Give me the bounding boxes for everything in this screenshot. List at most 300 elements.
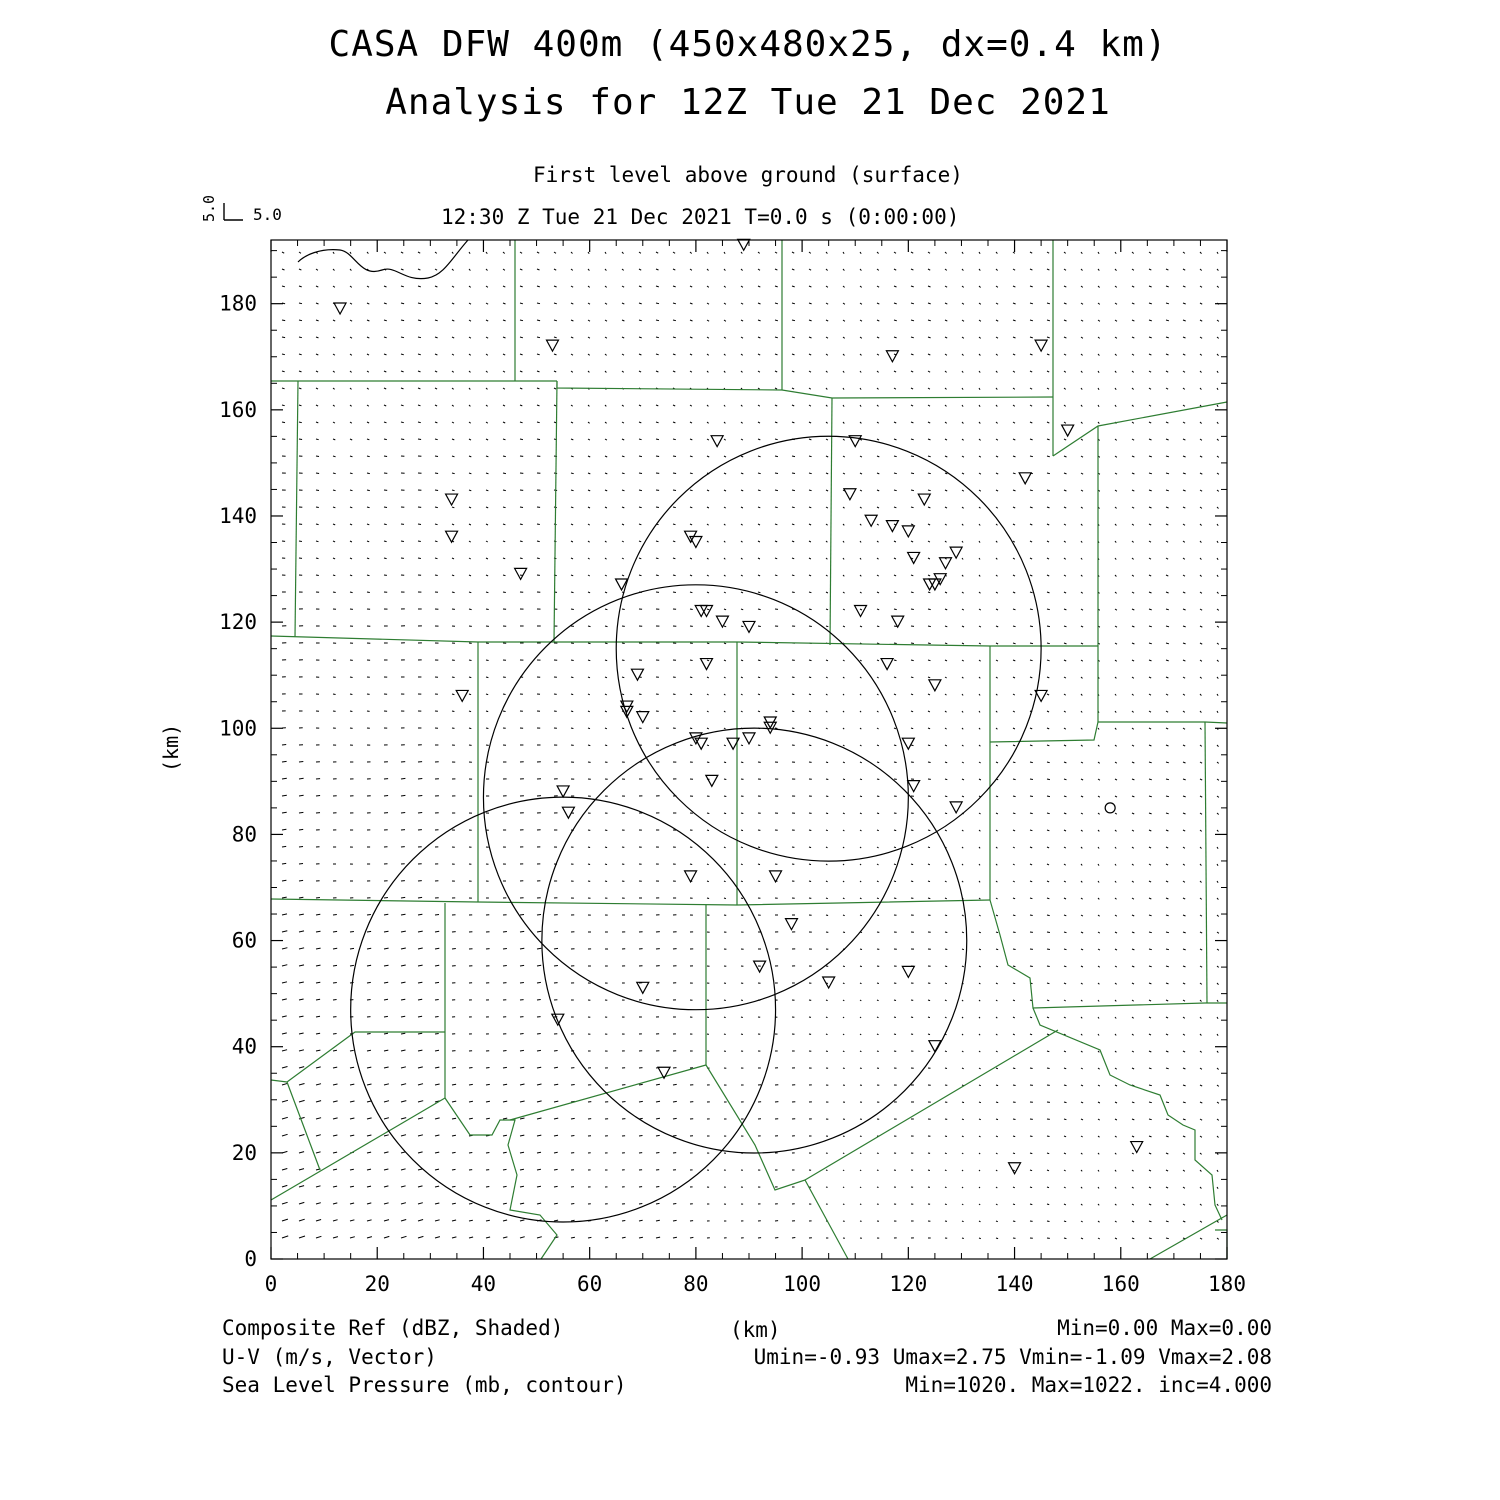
wind-vector — [469, 1084, 473, 1085]
wind-vector — [877, 762, 879, 763]
wind-vector — [435, 1118, 440, 1119]
wind-vector — [401, 897, 405, 898]
wind-vector — [1183, 711, 1185, 712]
wind-vector — [469, 1220, 473, 1221]
wind-vector — [894, 830, 896, 831]
wind-vector — [486, 354, 488, 355]
wind-vector — [1081, 354, 1083, 355]
wind-vector — [1081, 1204, 1082, 1205]
wind-vector — [418, 320, 421, 321]
wind-vector — [452, 575, 454, 576]
wind-vector — [282, 337, 285, 338]
wind-vector — [1149, 898, 1151, 899]
wind-vector — [316, 490, 319, 491]
wind-vector — [945, 983, 947, 984]
wind-vector — [741, 422, 743, 423]
wind-vector — [469, 711, 471, 712]
wind-vector — [571, 660, 574, 661]
wind-vector — [962, 1238, 964, 1239]
wind-vector — [1030, 609, 1033, 610]
wind-vector — [1149, 626, 1152, 627]
wind-vector — [1149, 490, 1152, 491]
wind-vector — [945, 1187, 947, 1188]
station-marker — [637, 982, 649, 993]
wind-vector — [894, 643, 897, 644]
wind-vector — [554, 948, 558, 949]
wind-vector — [622, 490, 625, 491]
wind-vector — [843, 592, 845, 593]
y-tick-label: 20 — [231, 1140, 257, 1165]
wind-vector — [435, 1034, 439, 1035]
wind-vector — [1013, 1068, 1015, 1069]
wind-vector — [282, 1050, 287, 1051]
wind-vector — [996, 354, 998, 355]
wind-vector — [520, 1067, 524, 1068]
wind-vector — [843, 660, 845, 661]
wind-vector — [537, 286, 540, 287]
wind-vector — [996, 320, 998, 321]
wind-vector — [1081, 609, 1083, 610]
wind-vector — [503, 1101, 507, 1102]
wind-vector — [1098, 1221, 1100, 1222]
wind-vector — [435, 1203, 439, 1204]
wind-vector — [316, 439, 319, 440]
wind-vector — [1081, 779, 1083, 780]
wind-vector — [979, 1102, 981, 1103]
wind-vector — [469, 354, 471, 355]
wind-vector — [1081, 677, 1083, 678]
wind-vector — [333, 965, 337, 966]
wind-vector — [979, 1119, 981, 1120]
wind-vector — [758, 303, 761, 304]
wind-vector — [1013, 1187, 1015, 1188]
wind-vector — [979, 728, 980, 729]
wind-vector — [724, 643, 726, 644]
wind-vector — [384, 286, 387, 287]
wind-vector — [1047, 1153, 1049, 1154]
wind-vector — [333, 1034, 337, 1035]
wind-vector — [1183, 915, 1186, 916]
wind-vector — [1200, 813, 1202, 814]
wind-vector — [792, 575, 794, 576]
wind-vector — [911, 439, 914, 440]
wind-vector — [758, 286, 760, 287]
wind-vector — [571, 592, 574, 593]
wind-vector — [809, 269, 811, 270]
wind-vector — [486, 1237, 490, 1238]
wind-vector — [1098, 1204, 1099, 1205]
wind-vector — [1115, 252, 1116, 254]
wind-vector — [486, 1153, 489, 1154]
wind-vector — [1200, 1085, 1202, 1086]
wind-vector — [877, 626, 879, 627]
wind-vector — [1081, 966, 1083, 967]
wind-vector — [299, 795, 304, 796]
wind-vector — [1183, 1221, 1185, 1222]
wind-vector — [1200, 269, 1202, 271]
wind-vector — [350, 422, 352, 423]
wind-vector — [605, 507, 607, 508]
wind-vector — [1132, 609, 1134, 610]
wind-vector — [962, 405, 963, 407]
wind-vector — [1115, 1153, 1116, 1154]
wind-vector — [605, 643, 608, 644]
wind-vector — [1098, 1068, 1100, 1069]
wind-vector — [826, 915, 828, 916]
wind-vector — [945, 541, 947, 542]
wind-vector — [316, 931, 321, 932]
wind-vector — [469, 473, 471, 474]
wind-vector — [333, 558, 335, 559]
wind-vector — [1200, 898, 1202, 899]
wind-vector — [979, 269, 980, 271]
wind-vector — [979, 711, 980, 712]
wind-vector — [1064, 711, 1066, 712]
wind-vector — [1013, 745, 1015, 746]
wind-vector — [1200, 286, 1202, 287]
wind-vector — [1183, 966, 1186, 967]
wind-vector — [605, 286, 607, 287]
wind-vector — [911, 728, 913, 729]
wind-vector — [469, 609, 472, 610]
wind-vector — [333, 371, 335, 372]
wind-vector — [724, 626, 726, 627]
wind-vector — [979, 1000, 980, 1001]
wind-vector — [1149, 694, 1151, 695]
wind-vector — [673, 456, 676, 457]
wind-vector — [1132, 388, 1134, 390]
wind-vector — [316, 1033, 320, 1034]
wind-vector — [809, 728, 811, 729]
wind-vector — [911, 694, 913, 695]
wind-vector — [979, 1204, 980, 1205]
wind-vector — [1149, 507, 1152, 508]
wind-vector — [877, 745, 879, 746]
wind-vector — [656, 507, 659, 508]
station-marker — [844, 489, 856, 500]
wind-vector — [1013, 1204, 1015, 1205]
wind-vector — [1200, 558, 1201, 560]
wind-vector — [282, 948, 287, 949]
wind-vector — [945, 490, 947, 491]
wind-vector — [707, 1017, 709, 1018]
wind-vector — [1064, 1238, 1066, 1239]
wind-vector — [503, 320, 506, 321]
wind-vector — [894, 1000, 896, 1001]
wind-vector — [1183, 949, 1186, 950]
wind-vector — [384, 1118, 389, 1119]
wind-vector — [486, 1203, 490, 1204]
wind-vector — [1030, 796, 1033, 797]
wind-vector — [503, 1186, 507, 1187]
wind-vector — [316, 1186, 321, 1187]
wind-vector — [945, 303, 947, 304]
wind-vector — [316, 1016, 320, 1017]
wind-vector — [316, 507, 319, 508]
wind-vector — [1047, 966, 1050, 967]
wind-vector — [469, 677, 471, 678]
wind-vector — [418, 1101, 423, 1102]
wind-vector — [1183, 1051, 1185, 1052]
wind-vector — [1217, 796, 1219, 797]
wind-vector — [1200, 1170, 1201, 1172]
wind-vector — [894, 337, 897, 338]
wind-vector — [520, 507, 523, 508]
wind-vector — [724, 439, 726, 440]
wind-vector — [775, 405, 777, 406]
wind-vector — [758, 337, 760, 338]
wind-vector — [333, 541, 335, 542]
wind-vector — [503, 1118, 507, 1119]
wind-vector — [877, 456, 879, 457]
wind-vector — [1166, 762, 1169, 763]
wind-vector — [1064, 966, 1066, 967]
wind-vector — [1217, 558, 1218, 560]
wind-vector — [1149, 830, 1151, 831]
wind-vector — [724, 830, 726, 831]
wind-vector — [1183, 286, 1186, 287]
wind-vector — [384, 1186, 388, 1187]
wind-vector — [367, 1220, 372, 1221]
station-marker — [908, 552, 920, 563]
title-line-1: CASA DFW 400m (450x480x25, dx=0.4 km) — [328, 24, 1168, 65]
wind-vector — [877, 473, 879, 474]
wind-vector — [401, 982, 406, 983]
wind-vector — [299, 269, 301, 270]
wind-vector — [384, 405, 386, 406]
valid-time-label: 12:30 Z Tue 21 Dec 2021 T=0.0 s (0:00:00) — [441, 205, 960, 229]
wind-vector — [299, 1100, 305, 1102]
wind-vector — [452, 949, 456, 950]
wind-vector — [435, 405, 437, 406]
wind-vector — [894, 371, 896, 372]
wind-vector — [996, 1051, 998, 1052]
wind-vector — [520, 252, 522, 253]
wind-vector — [350, 252, 351, 254]
wind-vector — [1217, 643, 1219, 644]
wind-vector — [962, 507, 964, 508]
wind-vector — [792, 320, 795, 321]
wind-vector — [1013, 932, 1016, 933]
wind-vector — [1183, 847, 1185, 848]
wind-vector — [1217, 507, 1219, 509]
wind-vector — [1030, 592, 1033, 593]
wind-vector — [775, 456, 778, 457]
wind-vector — [401, 778, 405, 779]
wind-vector — [877, 1170, 879, 1171]
wind-vector — [1081, 1051, 1083, 1052]
wind-vector — [571, 541, 573, 542]
wind-vector — [469, 252, 470, 254]
wind-vector — [1200, 1153, 1202, 1154]
wind-vector — [741, 864, 743, 865]
wind-vector — [860, 524, 861, 525]
wind-vector — [503, 473, 506, 474]
wind-vector — [928, 830, 930, 831]
wind-vector — [435, 252, 437, 253]
wind-vector — [299, 1135, 304, 1137]
wind-vector — [911, 643, 914, 644]
wind-vector — [843, 677, 844, 678]
wind-vector — [945, 473, 947, 474]
wind-vector — [554, 966, 558, 967]
wind-vector — [588, 609, 590, 610]
wind-vector — [843, 524, 844, 525]
wind-vector — [1064, 779, 1067, 780]
wind-vector — [1047, 1136, 1050, 1137]
wind-vector — [741, 456, 743, 457]
wind-vector — [622, 286, 624, 287]
wind-vector — [843, 269, 844, 271]
wind-vector — [1047, 456, 1050, 457]
wind-vector — [758, 626, 761, 627]
wind-vector — [486, 1187, 489, 1188]
wind-vector — [656, 439, 659, 440]
wind-vector — [1132, 847, 1134, 848]
wind-vector — [520, 354, 523, 355]
wind-vector — [537, 1050, 541, 1051]
wind-vector — [911, 575, 913, 576]
wind-vector — [1200, 252, 1202, 254]
wind-vector — [843, 439, 845, 440]
wind-vector — [571, 1237, 575, 1238]
wind-vector — [962, 558, 963, 560]
wind-vector — [911, 507, 914, 508]
wind-vector — [792, 507, 795, 508]
wind-vector — [1081, 728, 1082, 729]
wind-vector — [945, 320, 947, 321]
wind-vector — [1132, 711, 1134, 712]
wind-vector — [333, 915, 337, 916]
wind-vector — [1183, 643, 1186, 644]
wind-vector — [1149, 1153, 1151, 1154]
wind-vector — [809, 711, 811, 712]
wind-vector — [316, 575, 319, 576]
wind-vector — [962, 1102, 964, 1103]
wind-vector — [860, 609, 862, 610]
wind-vector — [690, 711, 692, 712]
wind-vector — [1081, 1017, 1082, 1018]
wind-vector — [299, 388, 301, 389]
wind-vector — [792, 473, 795, 474]
wind-vector — [418, 388, 420, 389]
wind-vector — [1132, 796, 1134, 797]
wind-vector — [1132, 1221, 1134, 1222]
wind-vector — [656, 1153, 659, 1154]
wind-vector — [996, 575, 998, 576]
wind-vector — [996, 541, 997, 542]
wind-vector — [1183, 864, 1185, 865]
wind-vector — [350, 711, 352, 712]
wind-vector — [486, 252, 487, 254]
wind-vector — [520, 1118, 525, 1119]
wind-vector — [1081, 932, 1083, 933]
station-marker — [446, 531, 458, 542]
wind-vector — [962, 1136, 964, 1137]
wind-vector — [656, 1203, 660, 1204]
wind-vector — [1217, 473, 1219, 474]
wind-vector — [350, 269, 351, 271]
wind-vector — [1030, 881, 1032, 882]
wind-vector — [860, 898, 862, 899]
wind-vector — [656, 1118, 660, 1119]
wind-vector — [1149, 575, 1151, 576]
wind-vector — [962, 1017, 963, 1018]
wind-vector — [962, 711, 963, 712]
wind-vector — [1013, 320, 1016, 321]
wind-vector — [843, 796, 845, 797]
wind-vector — [775, 1238, 778, 1239]
wind-vector — [1166, 252, 1168, 253]
wind-vector — [1030, 1051, 1032, 1052]
wind-vector — [724, 286, 726, 287]
wind-vector — [299, 1084, 305, 1086]
wind-vector — [469, 1153, 472, 1154]
station-marker — [631, 669, 643, 680]
wind-vector — [605, 524, 607, 525]
wind-vector — [537, 388, 539, 389]
wind-vector — [860, 1068, 862, 1069]
wind-vector — [809, 558, 811, 559]
wind-vector — [1098, 1187, 1099, 1188]
wind-vector — [367, 439, 369, 440]
wind-vector — [1047, 422, 1049, 423]
wind-vector — [1217, 320, 1219, 321]
wind-vector — [1132, 830, 1134, 831]
wind-vector — [520, 915, 524, 916]
wind-vector — [418, 558, 421, 559]
wind-vector — [503, 303, 506, 304]
wind-vector — [673, 1204, 676, 1205]
wind-vector — [758, 575, 760, 576]
wind-vector — [639, 541, 641, 542]
wind-vector — [928, 660, 931, 661]
wind-vector — [724, 337, 726, 338]
wind-vector — [486, 269, 488, 271]
wind-vector — [350, 320, 352, 321]
wind-vector — [622, 303, 624, 304]
wind-vector — [588, 337, 590, 338]
wind-vector — [962, 1068, 964, 1069]
wind-vector — [401, 1169, 406, 1170]
wind-vector — [571, 320, 573, 321]
level-label: First level above ground (surface) — [533, 163, 963, 187]
wind-vector — [962, 796, 964, 797]
wind-vector — [554, 354, 557, 355]
wind-vector — [724, 456, 726, 457]
wind-vector — [1047, 1068, 1050, 1069]
wind-vector — [452, 1118, 456, 1119]
wind-vector — [843, 541, 844, 542]
wind-vector — [452, 558, 454, 559]
wind-vector — [741, 643, 743, 644]
wind-vector — [384, 1067, 389, 1068]
wind-vector — [418, 1050, 422, 1051]
wind-vector — [979, 541, 980, 543]
wind-vector — [826, 813, 828, 814]
wind-vector — [537, 439, 540, 440]
wind-vector — [1115, 371, 1116, 373]
wind-vector — [1217, 456, 1219, 457]
wind-vector — [418, 999, 422, 1000]
wind-vector — [792, 524, 794, 525]
wind-vector — [775, 507, 778, 508]
wind-vector — [554, 1101, 558, 1102]
wind-vector — [571, 456, 574, 457]
wind-vector — [401, 1220, 406, 1222]
wind-vector — [945, 711, 947, 712]
wind-vector — [1217, 1000, 1218, 1002]
